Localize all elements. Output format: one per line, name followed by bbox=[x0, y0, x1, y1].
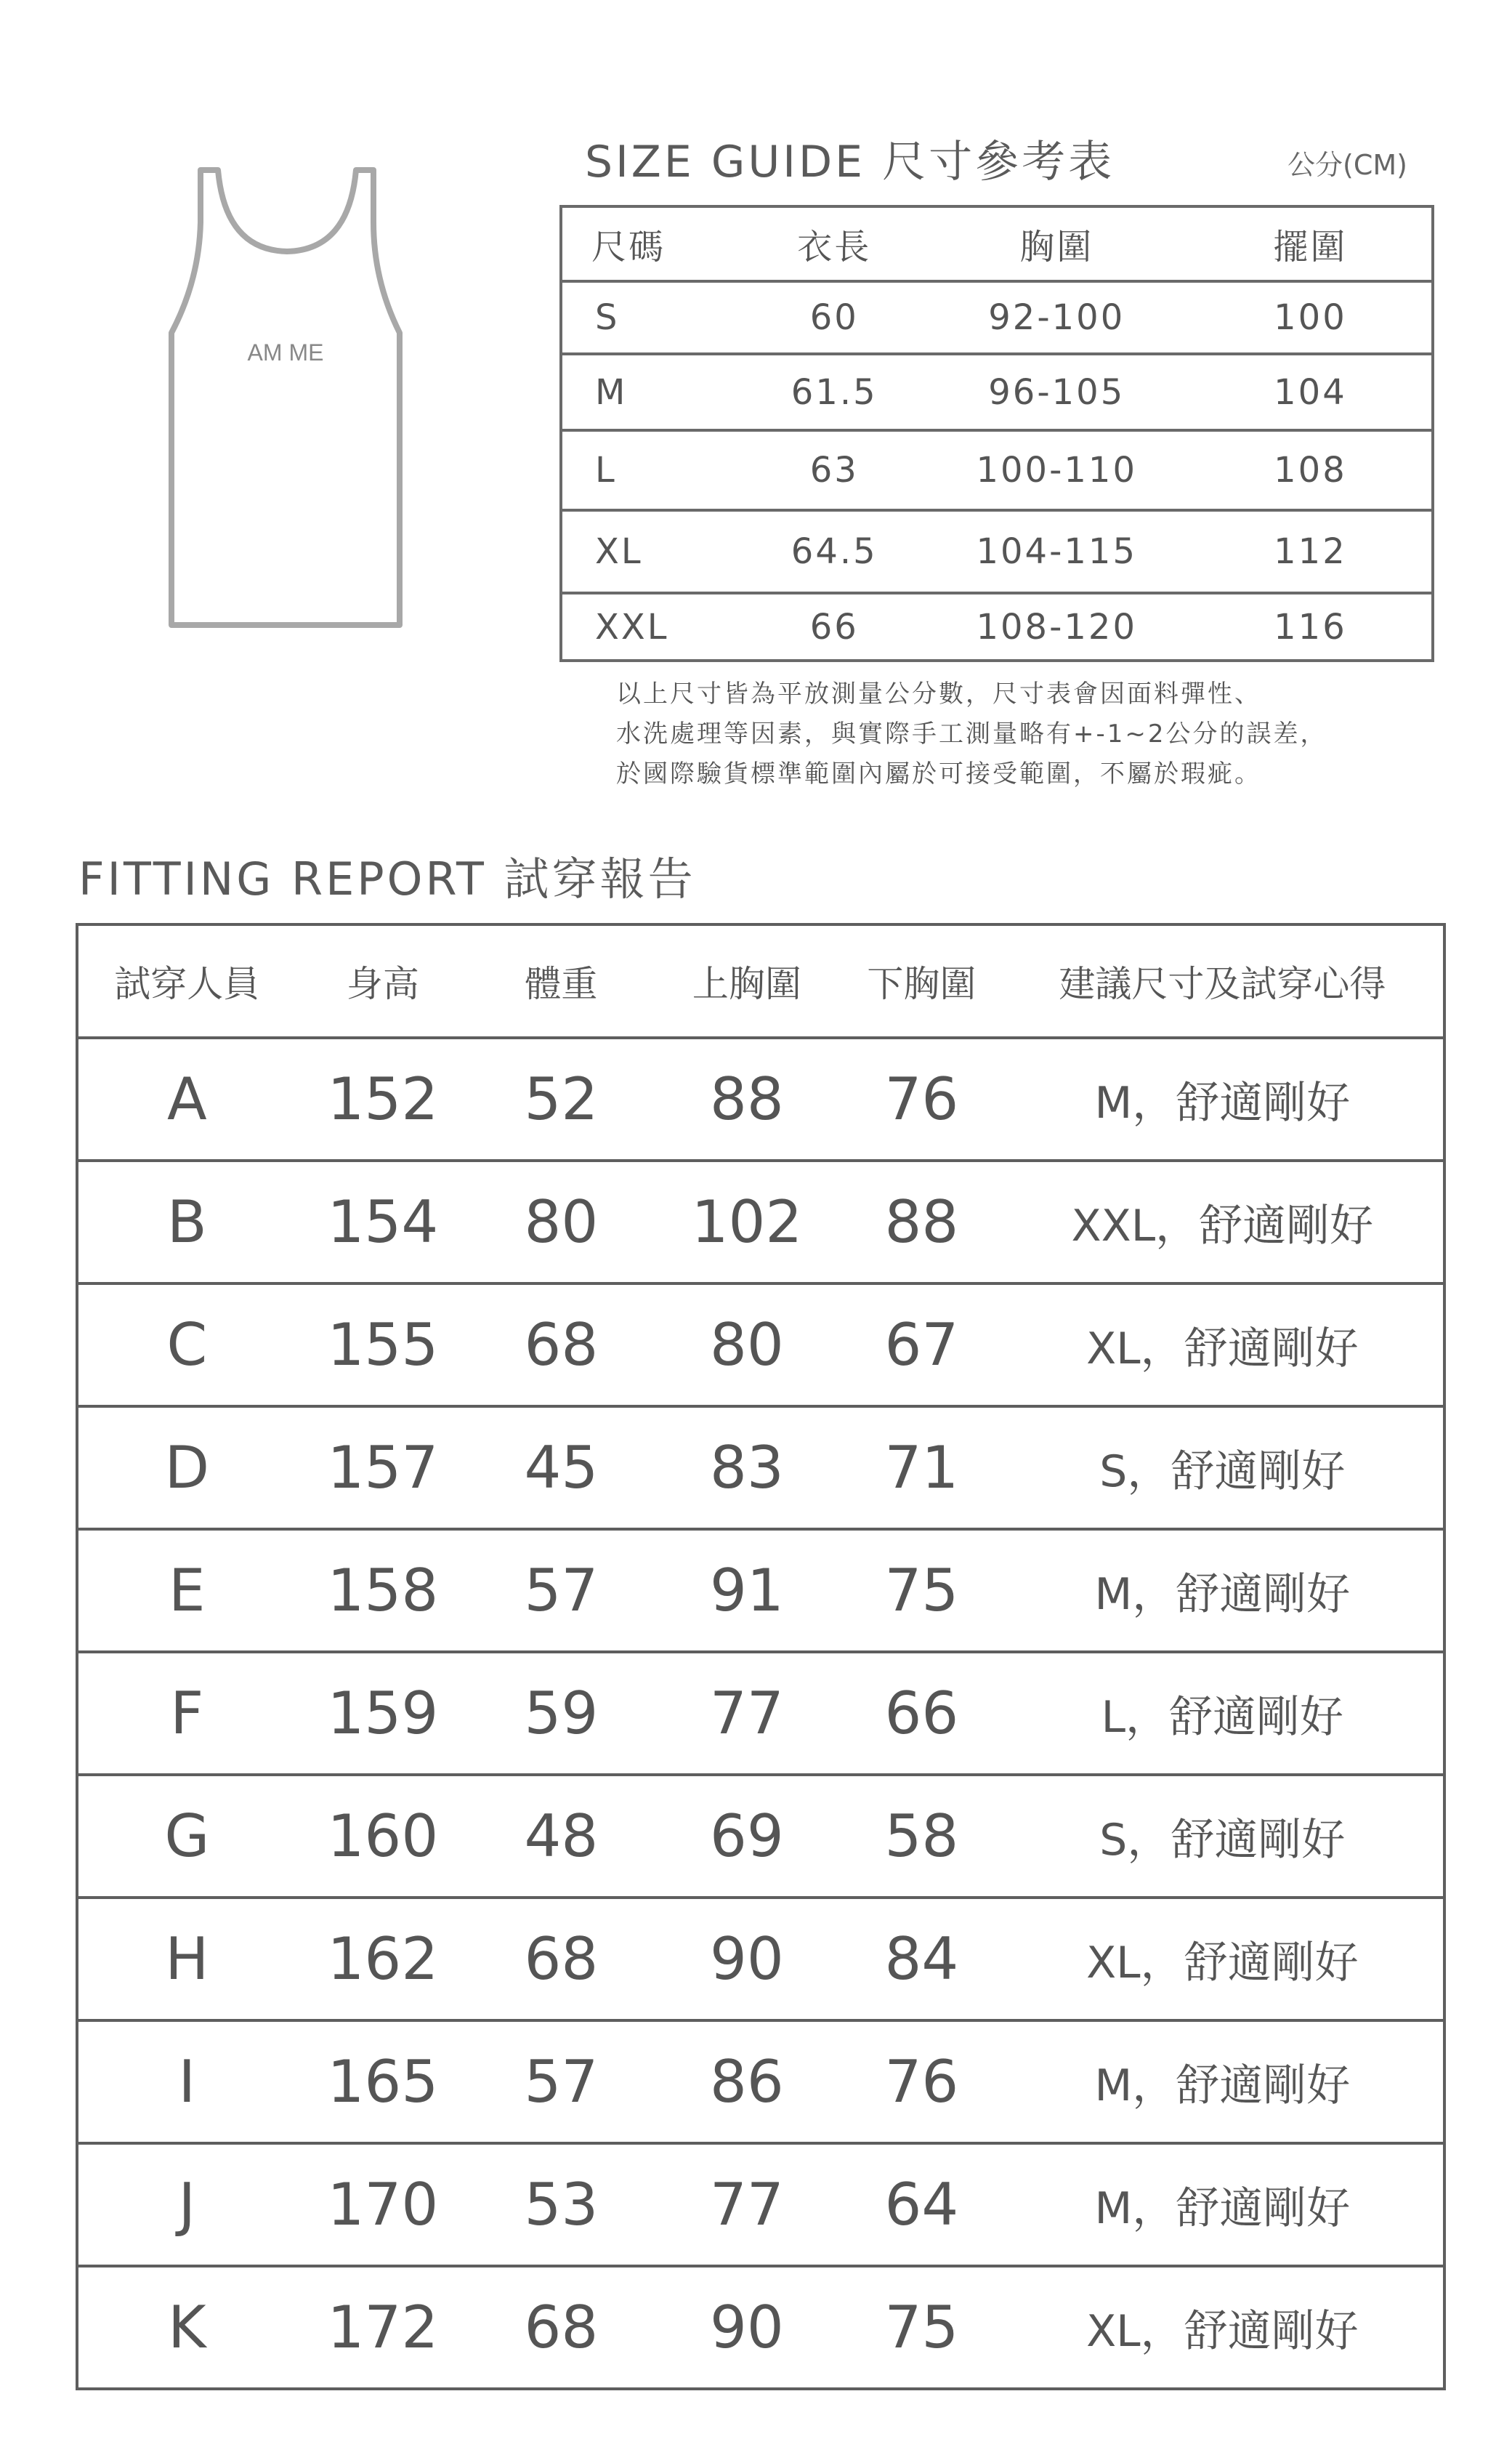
fitting-row bbox=[77, 2266, 1444, 2389]
hem-cell: 108 bbox=[1189, 430, 1433, 510]
upper-chest-cell: 102 bbox=[652, 1161, 842, 1283]
recommendation-cell bbox=[1002, 1775, 1444, 1898]
fitting-header-cell: 試穿人員 bbox=[114, 963, 260, 1005]
under-bust-cell: 76 bbox=[841, 1038, 1001, 1161]
height-cell: 172 bbox=[296, 2266, 471, 2389]
upper-chest-cell: 91 bbox=[652, 1529, 842, 1652]
fitting-header-cell: 體重 bbox=[525, 963, 598, 1005]
size-cell: XXL bbox=[561, 593, 745, 661]
recommendation-text: XL，舒適剛好 bbox=[1086, 2305, 1359, 2357]
upper-chest-cell: 69 bbox=[652, 1775, 842, 1898]
height-cell: 154 bbox=[296, 1161, 471, 1283]
tank-top-illustration bbox=[166, 164, 405, 629]
tester-cell: F bbox=[77, 1652, 296, 1775]
under-bust-cell: 66 bbox=[841, 1652, 1001, 1775]
size-guide-title: SIZE GUIDE 尺寸參考表 bbox=[585, 137, 1115, 188]
fitting-row bbox=[77, 1283, 1444, 1406]
upper-chest-cell: 90 bbox=[652, 2266, 842, 2389]
under-bust-cell: 71 bbox=[841, 1406, 1001, 1529]
chest-cell: 92-100 bbox=[924, 281, 1189, 354]
recommendation-cell bbox=[1002, 2266, 1444, 2389]
weight-cell: 57 bbox=[470, 2020, 652, 2143]
size-guide-row bbox=[561, 354, 1433, 430]
weight-cell: 52 bbox=[470, 1038, 652, 1161]
tester-cell: C bbox=[77, 1283, 296, 1406]
under-bust-cell: 75 bbox=[841, 1529, 1001, 1652]
tester-cell: K bbox=[77, 2266, 296, 2389]
chest-cell: 104-115 bbox=[924, 510, 1189, 593]
recommendation-text: L，舒適剛好 bbox=[1101, 1691, 1344, 1743]
tester-cell: G bbox=[77, 1775, 296, 1898]
recommendation-cell bbox=[1002, 1161, 1444, 1283]
weight-cell: 80 bbox=[470, 1161, 652, 1283]
size-cell: S bbox=[561, 281, 745, 354]
size-guide-row bbox=[561, 281, 1433, 354]
fitting-report-title: FITTING REPORT 試穿報告 bbox=[78, 852, 696, 906]
length-cell: 64.5 bbox=[745, 510, 924, 593]
height-cell: 155 bbox=[296, 1283, 471, 1406]
weight-cell: 48 bbox=[470, 1775, 652, 1898]
recommendation-text: M，舒適剛好 bbox=[1094, 1568, 1351, 1620]
upper-chest-cell: 88 bbox=[652, 1038, 842, 1161]
size-guide-notes bbox=[616, 674, 1327, 794]
tester-cell: D bbox=[77, 1406, 296, 1529]
recommendation-cell bbox=[1002, 2020, 1444, 2143]
fitting-row bbox=[77, 1775, 1444, 1898]
under-bust-cell: 76 bbox=[841, 2020, 1001, 2143]
length-cell: 60 bbox=[745, 281, 924, 354]
recommendation-cell bbox=[1002, 2143, 1444, 2266]
size-guide-header-cell: 胸圍 bbox=[1019, 227, 1094, 267]
under-bust-cell: 58 bbox=[841, 1775, 1001, 1898]
under-bust-cell: 75 bbox=[841, 2266, 1001, 2389]
under-bust-cell: 67 bbox=[841, 1283, 1001, 1406]
hem-cell: 116 bbox=[1189, 593, 1433, 661]
fitting-row bbox=[77, 1406, 1444, 1529]
chest-cell: 100-110 bbox=[924, 430, 1189, 510]
fitting-row bbox=[77, 1161, 1444, 1283]
size-guide-header-cell: 尺碼 bbox=[591, 227, 666, 267]
fitting-header-cell: 上胸圍 bbox=[692, 963, 801, 1005]
weight-cell: 68 bbox=[470, 1898, 652, 2020]
size-guide-header-cell: 衣長 bbox=[797, 227, 872, 267]
recommendation-cell bbox=[1002, 1898, 1444, 2020]
chest-cell: 108-120 bbox=[924, 593, 1189, 661]
hem-cell: 100 bbox=[1189, 281, 1433, 354]
fitting-row bbox=[77, 2020, 1444, 2143]
weight-cell: 45 bbox=[470, 1406, 652, 1529]
length-cell: 63 bbox=[745, 430, 924, 510]
fitting-report-table bbox=[76, 923, 1446, 2390]
size-guide-table bbox=[559, 205, 1434, 662]
recommendation-cell bbox=[1002, 1406, 1444, 1529]
recommendation-text: S，舒適剛好 bbox=[1099, 1446, 1346, 1497]
recommendation-text: M，舒適剛好 bbox=[1094, 1077, 1351, 1129]
length-cell: 61.5 bbox=[745, 354, 924, 430]
hem-cell: 112 bbox=[1189, 510, 1433, 593]
recommendation-cell bbox=[1002, 1038, 1444, 1161]
height-cell: 157 bbox=[296, 1406, 471, 1529]
height-cell: 152 bbox=[296, 1038, 471, 1161]
recommendation-cell bbox=[1002, 1283, 1444, 1406]
note-line: 於國際驗貨標準範圍內屬於可接受範圍，不屬於瑕疵。 bbox=[616, 759, 1261, 789]
tester-cell: A bbox=[77, 1038, 296, 1161]
height-cell: 165 bbox=[296, 2020, 471, 2143]
recommendation-text: XL，舒適剛好 bbox=[1086, 1323, 1359, 1374]
fitting-header-cell: 下胸圍 bbox=[867, 963, 977, 1005]
weight-cell: 59 bbox=[470, 1652, 652, 1775]
fitting-header-row bbox=[77, 924, 1444, 1038]
size-cell: L bbox=[561, 430, 745, 510]
tester-cell: I bbox=[77, 2020, 296, 2143]
recommendation-cell bbox=[1002, 1652, 1444, 1775]
weight-cell: 57 bbox=[470, 1529, 652, 1652]
fitting-header-cell: 建議尺寸及試穿心得 bbox=[1059, 963, 1386, 1005]
fitting-row bbox=[77, 1529, 1444, 1652]
upper-chest-cell: 83 bbox=[652, 1406, 842, 1529]
weight-cell: 68 bbox=[470, 2266, 652, 2389]
size-guide-row bbox=[561, 593, 1433, 661]
upper-chest-cell: 77 bbox=[652, 1652, 842, 1775]
upper-chest-cell: 80 bbox=[652, 1283, 842, 1406]
under-bust-cell: 64 bbox=[841, 2143, 1001, 2266]
size-guide-header-row bbox=[561, 206, 1433, 281]
size-cell: M bbox=[561, 354, 745, 430]
fitting-row bbox=[77, 1898, 1444, 2020]
fitting-row bbox=[77, 1038, 1444, 1161]
height-cell: 160 bbox=[296, 1775, 471, 1898]
size-guide-header-cell: 擺圍 bbox=[1273, 227, 1348, 267]
note-line: 以上尺寸皆為平放測量公分數，尺寸表會因面料彈性、 bbox=[616, 680, 1261, 709]
tester-cell: H bbox=[77, 1898, 296, 2020]
chest-cell: 96-105 bbox=[924, 354, 1189, 430]
length-cell: 66 bbox=[745, 593, 924, 661]
brand-label: AM ME bbox=[247, 339, 324, 366]
weight-cell: 53 bbox=[470, 2143, 652, 2266]
fitting-row bbox=[77, 2143, 1444, 2266]
recommendation-text: XXL，舒適剛好 bbox=[1071, 1200, 1374, 1251]
weight-cell: 68 bbox=[470, 1283, 652, 1406]
size-guide-row bbox=[561, 430, 1433, 510]
under-bust-cell: 84 bbox=[841, 1898, 1001, 2020]
hem-cell: 104 bbox=[1189, 354, 1433, 430]
fitting-row bbox=[77, 1652, 1444, 1775]
tester-cell: E bbox=[77, 1529, 296, 1652]
note-line: 水洗處理等因素，與實際手工測量略有+-1~2公分的誤差， bbox=[616, 719, 1327, 749]
upper-chest-cell: 86 bbox=[652, 2020, 842, 2143]
tester-cell: J bbox=[77, 2143, 296, 2266]
recommendation-text: XL，舒適剛好 bbox=[1086, 1937, 1359, 1988]
under-bust-cell: 88 bbox=[841, 1161, 1001, 1283]
size-guide-unit: 公分(CM) bbox=[1287, 149, 1407, 181]
recommendation-cell bbox=[1002, 1529, 1444, 1652]
fitting-header-cell: 身高 bbox=[346, 963, 419, 1005]
recommendation-text: M，舒適剛好 bbox=[1094, 2060, 1351, 2111]
height-cell: 158 bbox=[296, 1529, 471, 1652]
size-guide-row bbox=[561, 510, 1433, 593]
size-cell: XL bbox=[561, 510, 745, 593]
height-cell: 159 bbox=[296, 1652, 471, 1775]
upper-chest-cell: 90 bbox=[652, 1898, 842, 2020]
recommendation-text: S，舒適剛好 bbox=[1099, 1814, 1346, 1866]
recommendation-text: M，舒適剛好 bbox=[1094, 2182, 1351, 2234]
height-cell: 170 bbox=[296, 2143, 471, 2266]
tester-cell: B bbox=[77, 1161, 296, 1283]
height-cell: 162 bbox=[296, 1898, 471, 2020]
upper-chest-cell: 77 bbox=[652, 2143, 842, 2266]
